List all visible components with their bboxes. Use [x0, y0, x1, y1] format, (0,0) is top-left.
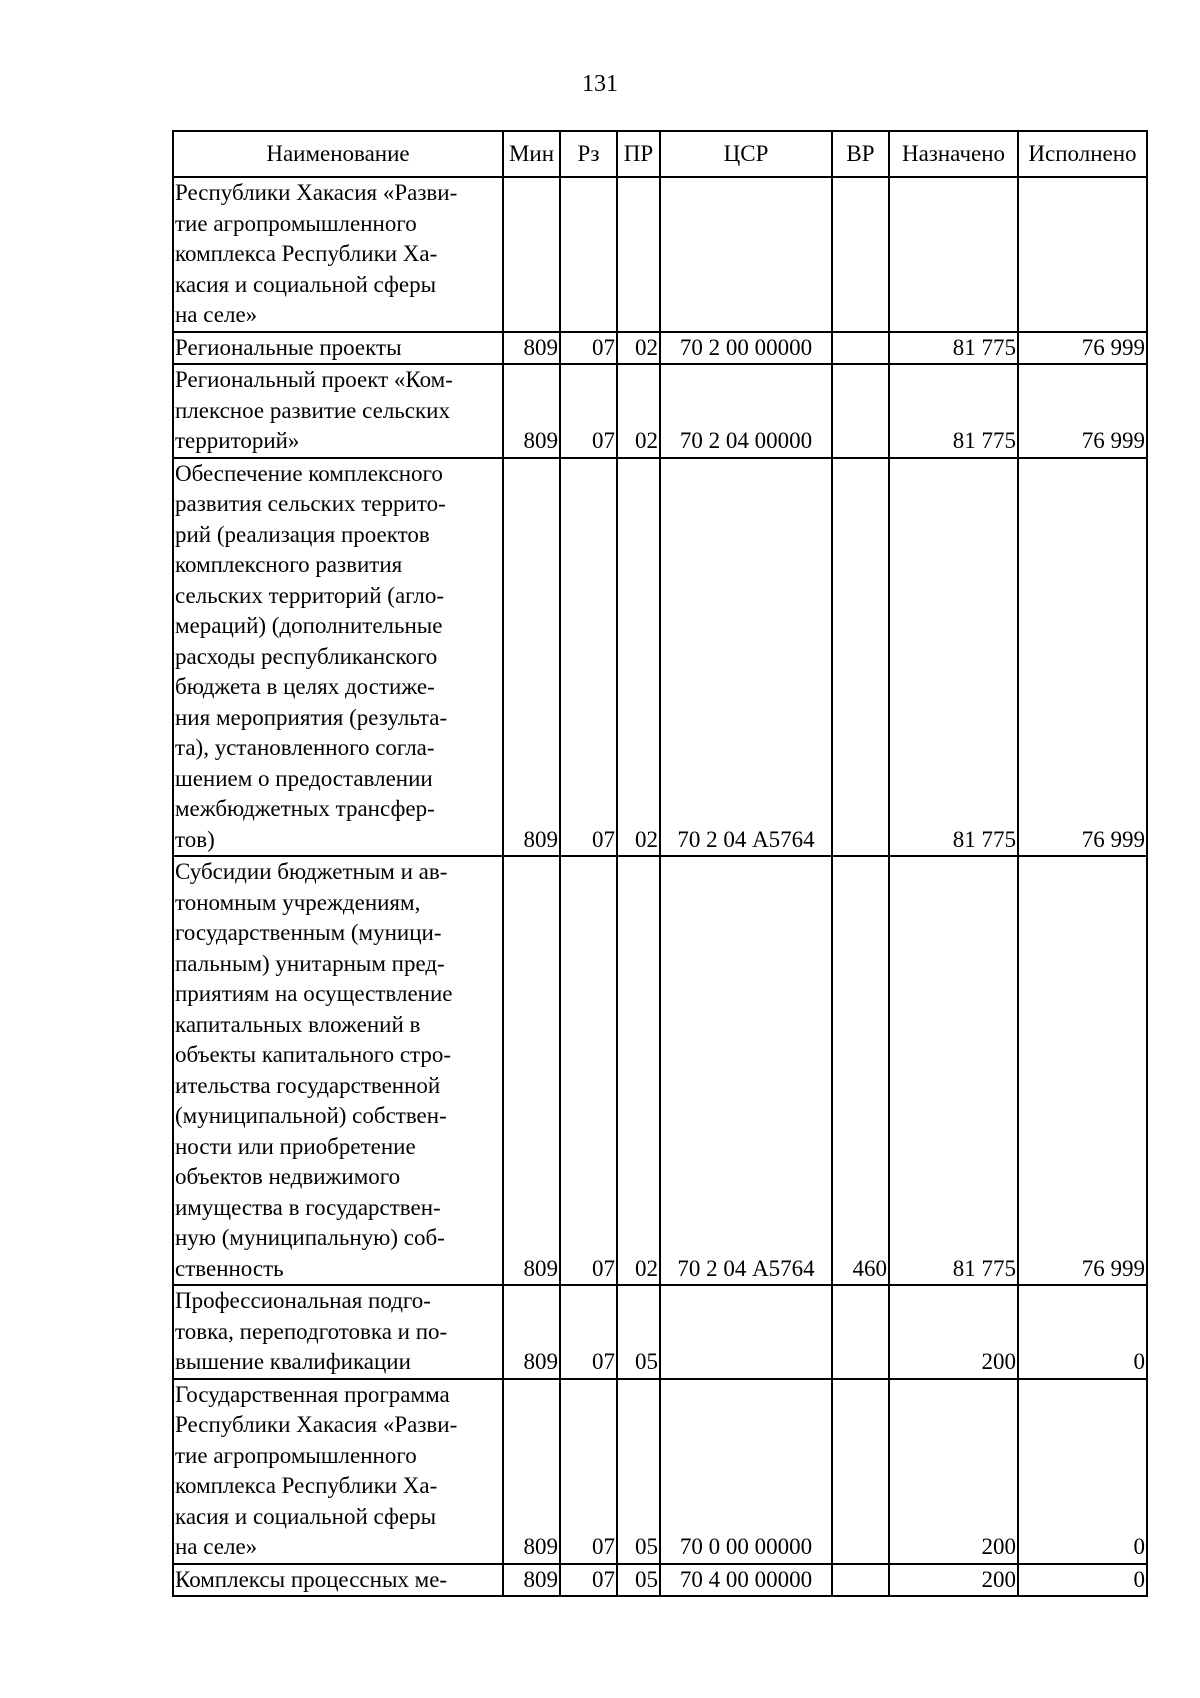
- row-name-cell: [173, 177, 503, 332]
- row-name-line: на селе»: [175, 1534, 258, 1559]
- row-name-line: сельских территорий (агло-: [175, 582, 445, 608]
- row-csr-cell: 70 2 04 А5764: [660, 458, 832, 857]
- row-name-line: Государственная программа: [175, 1381, 450, 1407]
- row-name-line: бюджета в целях достиже-: [175, 674, 435, 699]
- header-name: Наименование: [173, 131, 503, 177]
- row-name-line: Республики Хакасия «Разви-: [175, 1412, 458, 1437]
- row-name-line: на селе»: [175, 302, 258, 327]
- table-header-row: [173, 131, 1147, 177]
- row-executed-cell: 76 999: [1018, 364, 1147, 458]
- row-name-cell: [173, 856, 503, 1285]
- row-name-line: вышение квалификации: [175, 1349, 411, 1374]
- row-pr-cell: 02: [617, 856, 660, 1285]
- table-row: [173, 364, 1147, 458]
- row-pr-cell: 05: [617, 1379, 660, 1564]
- table-row: [173, 458, 1147, 857]
- row-csr-cell: 70 2 04 А5764: [660, 856, 832, 1285]
- row-pr-cell: [617, 177, 660, 332]
- row-name-line: объектов недвижимого: [175, 1164, 401, 1189]
- row-assigned-cell: 81 775: [889, 364, 1018, 458]
- row-name-line: тие агропромышленного: [175, 210, 417, 236]
- row-vr-cell: [832, 177, 889, 332]
- row-name-line: Комплексы процессных ме-: [175, 1566, 448, 1592]
- row-vr-cell: 460: [832, 856, 889, 1285]
- row-name-line: касия и социальной сферы: [175, 271, 437, 297]
- table-row: [173, 1564, 1147, 1597]
- row-min-cell: [503, 177, 560, 332]
- row-name-cell: [173, 364, 503, 458]
- row-assigned-cell: 200: [889, 1285, 1018, 1379]
- row-pr-cell: 02: [617, 364, 660, 458]
- row-name-line: ния мероприятия (результа-: [175, 704, 448, 730]
- row-executed-cell: 0: [1018, 1379, 1147, 1564]
- row-assigned-cell: 81 775: [889, 856, 1018, 1285]
- row-name-line: комплекса Республики Ха-: [175, 1473, 438, 1498]
- row-name-line: Региональные проекты: [175, 334, 402, 360]
- row-name-cell: [173, 1379, 503, 1564]
- row-csr-cell: 70 2 00 00000: [660, 332, 832, 365]
- row-name-line: капитальных вложений в: [175, 1011, 421, 1037]
- row-name-line: Профессиональная подго-: [175, 1288, 431, 1313]
- row-name-line: приятиям на осуществление: [175, 981, 453, 1006]
- row-vr-cell: [832, 364, 889, 458]
- row-name-line: комплекса Республики Ха-: [175, 241, 438, 266]
- row-min-cell: 809: [503, 458, 560, 857]
- row-name-line: территорий»: [175, 428, 300, 453]
- row-executed-cell: 0: [1018, 1564, 1147, 1597]
- row-name-line: развития сельских террито-: [175, 491, 446, 516]
- row-rz-cell: [560, 177, 617, 332]
- row-vr-cell: [832, 332, 889, 365]
- row-rz-cell: 07: [560, 1285, 617, 1379]
- row-name-line: Региональный проект «Ком-: [175, 367, 453, 392]
- row-pr-cell: 02: [617, 332, 660, 365]
- row-pr-cell: 02: [617, 458, 660, 857]
- table-row: [173, 856, 1147, 1285]
- row-name-line: пальным) унитарным пред-: [175, 950, 445, 976]
- row-pr-cell: 05: [617, 1564, 660, 1597]
- table-body: [173, 177, 1147, 1596]
- row-name-line: тие агропромышленного: [175, 1442, 417, 1468]
- header-executed: Исполнено: [1018, 131, 1147, 177]
- row-rz-cell: 07: [560, 364, 617, 458]
- row-rz-cell: 07: [560, 1564, 617, 1597]
- row-csr-cell: [660, 177, 832, 332]
- row-name-line: та), установленного согла-: [175, 735, 435, 760]
- row-name-line: имущества в государствен-: [175, 1194, 441, 1220]
- row-min-cell: 809: [503, 1564, 560, 1597]
- header-pr: ПР: [617, 131, 660, 177]
- table-row: [173, 1285, 1147, 1379]
- row-name-line: Республики Хакасия «Разви-: [175, 180, 458, 205]
- row-name-line: мераций) (дополнительные: [175, 613, 443, 638]
- row-name-line: Обеспечение комплексного: [175, 460, 443, 486]
- header-vr: ВР: [832, 131, 889, 177]
- row-name-line: Субсидии бюджетным и ав-: [175, 859, 448, 884]
- row-rz-cell: 07: [560, 856, 617, 1285]
- row-name-line: касия и социальной сферы: [175, 1503, 437, 1529]
- row-name-line: расходы республиканского: [175, 643, 438, 669]
- row-name-cell: [173, 332, 503, 365]
- row-name-line: товка, переподготовка и по-: [175, 1318, 448, 1344]
- row-name-line: шением о предоставлении: [175, 765, 433, 791]
- row-executed-cell: [1018, 177, 1147, 332]
- row-min-cell: 809: [503, 332, 560, 365]
- row-name-cell: [173, 1285, 503, 1379]
- row-assigned-cell: 81 775: [889, 458, 1018, 857]
- table-row: [173, 177, 1147, 332]
- row-name-cell: [173, 1564, 503, 1597]
- row-assigned-cell: 200: [889, 1564, 1018, 1597]
- row-name-line: ности или приобретение: [175, 1133, 416, 1159]
- row-min-cell: 809: [503, 1379, 560, 1564]
- row-csr-cell: 70 4 00 00000: [660, 1564, 832, 1597]
- row-name-line: межбюджетных трансфер-: [175, 796, 435, 821]
- row-executed-cell: 76 999: [1018, 856, 1147, 1285]
- row-csr-cell: 70 2 04 00000: [660, 364, 832, 458]
- row-vr-cell: [832, 1285, 889, 1379]
- row-vr-cell: [832, 1379, 889, 1564]
- row-name-line: государственным (муници-: [175, 920, 442, 945]
- page-number: 131: [582, 71, 618, 97]
- row-name-line: плексное развитие сельских: [175, 397, 450, 423]
- header-rz: Рз: [560, 131, 617, 177]
- row-name-line: комплексного развития: [175, 552, 403, 577]
- row-rz-cell: 07: [560, 458, 617, 857]
- header-csr: ЦСР: [660, 131, 832, 177]
- row-min-cell: 809: [503, 856, 560, 1285]
- table-row: [173, 1379, 1147, 1564]
- row-pr-cell: 05: [617, 1285, 660, 1379]
- row-name-line: тов): [175, 826, 215, 852]
- header-assigned: Назначено: [889, 131, 1018, 177]
- row-assigned-cell: 200: [889, 1379, 1018, 1564]
- row-name-line: рий (реализация проектов: [175, 521, 430, 547]
- row-rz-cell: 07: [560, 332, 617, 365]
- row-min-cell: 809: [503, 364, 560, 458]
- row-min-cell: 809: [503, 1285, 560, 1379]
- row-csr-cell: [660, 1285, 832, 1379]
- row-name-line: (муниципальной) собствен-: [175, 1103, 447, 1128]
- row-executed-cell: 76 999: [1018, 458, 1147, 857]
- header-min: Мин: [503, 131, 560, 177]
- row-name-cell: [173, 458, 503, 857]
- row-vr-cell: [832, 1564, 889, 1597]
- budget-table: [172, 130, 1148, 1597]
- row-name-line: ную (муниципальную) соб-: [175, 1225, 445, 1250]
- row-name-line: тономным учреждениям,: [175, 889, 421, 915]
- table-row: [173, 332, 1147, 365]
- row-rz-cell: 07: [560, 1379, 617, 1564]
- row-executed-cell: 76 999: [1018, 332, 1147, 365]
- row-vr-cell: [832, 458, 889, 857]
- row-executed-cell: 0: [1018, 1285, 1147, 1379]
- row-name-line: ительства государственной: [175, 1072, 441, 1098]
- row-name-line: ственность: [175, 1255, 284, 1281]
- row-csr-cell: 70 0 00 00000: [660, 1379, 832, 1564]
- row-assigned-cell: 81 775: [889, 332, 1018, 365]
- row-assigned-cell: [889, 177, 1018, 332]
- row-name-line: объекты капитального стро-: [175, 1042, 452, 1067]
